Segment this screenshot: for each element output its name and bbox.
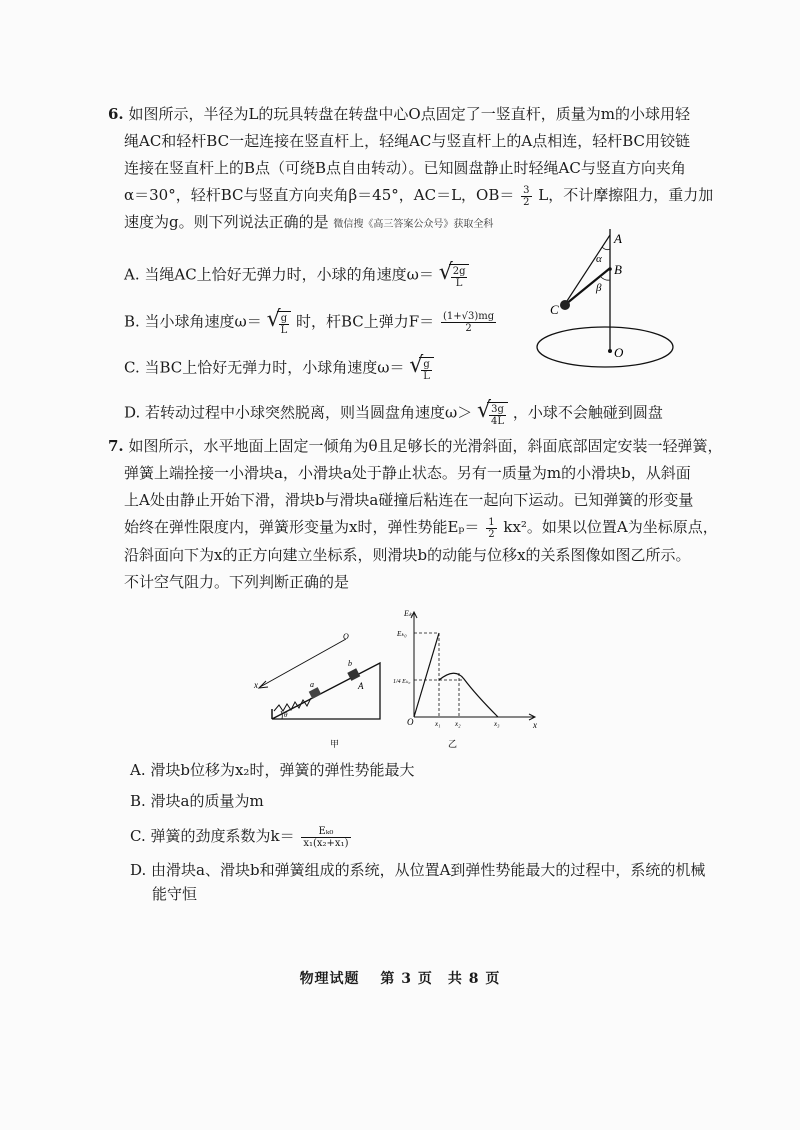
label-x1: x₁ (435, 720, 441, 728)
q7-ep-num: 1 (488, 516, 495, 528)
q6-option-b-root: √ $\frac{g}{L}$ (267, 309, 292, 336)
label-origin: O (407, 717, 414, 727)
label-c: C (550, 302, 559, 317)
label-beta: β (596, 282, 602, 294)
label-b: B (614, 262, 622, 277)
q6-option-c-root: √ $\frac{g}{L}$ (409, 355, 434, 382)
q7-stem-4a: 始终在弹性限度内，弹簧形变量为x时，弹性势能Eₚ＝ (124, 518, 480, 536)
q6-option-d-root: √ $\frac{3g}{4L}$ (477, 400, 508, 427)
q6-option-d (124, 400, 663, 427)
q6-option-b-den: L (280, 324, 288, 336)
q6-stem-4b: L，不计摩擦阻力，重力加 (538, 186, 714, 204)
q7-ep-den: 2 (488, 528, 495, 540)
ball-c (560, 300, 570, 310)
ek-rise-line (414, 633, 439, 717)
q7-option-c (130, 825, 353, 849)
q7-option-c-fraction (301, 826, 350, 849)
q6-ob-den: 2 (523, 196, 530, 208)
q6-option-c-text: C. 当BC上恰好无弹力时，小球角速度ω＝ (124, 358, 405, 377)
q6-option-c-num: g (421, 359, 432, 371)
rod-bc (566, 269, 609, 304)
q7-stem-text-1: 如图所示，水平地面上固定一倾角为θ且足够长的光滑斜面，斜面底部固定安装一轻弹簧， (128, 437, 723, 455)
q6-option-b-text: B. 当小球角速度ω＝ (124, 312, 262, 331)
q7-option-c-num: Eₖ₀ (301, 826, 350, 838)
q7-ep-fraction (486, 517, 496, 540)
caption-yi: 乙 (448, 740, 458, 750)
beta-arc (601, 277, 610, 280)
label-x-left: x (254, 680, 258, 690)
theta-arc (281, 711, 282, 719)
q6-option-a-den: L (455, 277, 463, 289)
q6-option-c-den: L (423, 370, 430, 382)
label-o: O (614, 345, 624, 360)
q6-stem-line-1 (108, 103, 690, 125)
q6-ob-fraction (521, 185, 531, 208)
q7-stem-line-1 (108, 435, 723, 457)
watermark-note: 微信搜《高三答案公众号》获取全科 (333, 219, 494, 230)
q6-option-d-post: ，小球不会触碰到圆盘 (512, 403, 663, 422)
q6-option-c (124, 355, 434, 382)
q6-stem-line-3: 连接在竖直杆上的B点（可绕B点自由转动）。已知圆盘静止时轻绳AC与竖直方向夹角 (124, 159, 686, 177)
q6-option-b-num: g (279, 313, 290, 325)
q6-stem-line-5 (124, 211, 493, 236)
q6-option-b-force (441, 311, 496, 334)
q7-number: 7. (108, 437, 124, 455)
q7-option-d-line-1: D. 由滑块a、滑块b和弹簧组成的系统，从位置A到弹性势能最大的过程中，系统的机械 (130, 861, 706, 879)
q7-stem-4b: kx²。如果以位置A为坐标原点， (503, 518, 718, 536)
q6-option-a (124, 262, 469, 289)
q7-stem-line-4 (124, 516, 718, 540)
q6-option-a-text: A. 当绳AC上恰好无弹力时，小球的角速度ω＝ (124, 265, 434, 284)
turntable-disc (537, 327, 673, 367)
q6-stem-5: 速度为g。则下列说法正确的是 (124, 213, 329, 231)
q6-option-b-force-den: 2 (465, 322, 472, 334)
caption-jia: 甲 (330, 740, 340, 750)
page-footer: 物理试题 第 3 页 共 8 页 (299, 971, 501, 987)
q6-option-d-text: D. 若转动过程中小球突然脱离，则当圆盘角速度ω＞ (124, 403, 473, 422)
q7-option-c-text: C. 弹簧的劲度系数为k＝ (130, 827, 295, 845)
label-x3: x₃ (494, 720, 500, 728)
q6-stem-text-1: 如图所示，半径为L的玩具转盘在转盘中心O点固定了一竖直杆，质量为m的小球用轻 (128, 105, 690, 123)
q6-option-d-den: 4L (491, 415, 505, 427)
q7-stem-line-5: 沿斜面向下为x的正方向建立坐标系，则滑块b的动能与位移x的关系图像如图乙所示。 (124, 546, 691, 564)
q7-option-a: A. 滑块b位移为x₂时，弹簧的弹性势能最大 (130, 761, 415, 779)
label-ek0: Eₖ₀ (397, 630, 407, 638)
q7-option-b: B. 滑块a的质量为m (130, 792, 264, 810)
label-block-a: a (310, 680, 314, 689)
center-o (608, 349, 612, 353)
label-block-b: b (348, 659, 352, 668)
label-ek: Eₖ (404, 609, 413, 618)
q7-figure-right (392, 605, 542, 750)
q6-option-a-num: 2g (452, 265, 466, 277)
q6-figure (530, 225, 680, 370)
label-theta: θ (284, 711, 288, 719)
q6-option-b-force-num: (1+√3)mg (442, 310, 495, 322)
q6-option-b (124, 309, 498, 336)
q6-option-d-num: 3g (489, 404, 506, 416)
label-alpha: α (596, 253, 602, 265)
label-x2: x₂ (455, 720, 461, 728)
q6-option-a-root: √ $\frac{2g}{L}$ (439, 262, 470, 289)
q6-stem-4a: α＝30°，轻杆BC与竖直方向夹角β＝45°，AC＝L，OB＝ (124, 186, 515, 204)
label-quarter-ek0: 1/4 Eₖ₀ (393, 679, 411, 685)
q7-option-c-den: x₁(x₂+x₁) (303, 837, 349, 849)
label-a: A (614, 231, 622, 246)
alpha-arc (602, 247, 610, 250)
q6-ob-num: 3 (523, 184, 530, 196)
q6-stem-line-2: 绳AC和轻杆BC一起连接在竖直杆上，轻绳AC与竖直杆上的A点相连，轻杆BC用铰链 (124, 132, 691, 150)
q7-option-d-line-2: 能守恒 (152, 885, 198, 903)
q7-stem-line-3: 上A处由静止开始下滑，滑块b与滑块a碰撞后粘连在一起向下运动。已知弹簧的形变量 (124, 491, 694, 509)
label-o-left: O (343, 632, 349, 641)
label-point-a: A (358, 681, 364, 691)
x-axis-line (260, 639, 346, 687)
rope-ac (565, 235, 610, 304)
q7-stem-line-2: 弹簧上端拴接一小滑块a，小滑块a处于静止状态。另有一质量为m的小滑块b，从斜面 (124, 464, 691, 482)
hinge-b (608, 267, 612, 271)
q6-option-b-mid: 时，杆BC上弹力F＝ (296, 312, 435, 331)
q6-number: 6. (108, 105, 124, 123)
q7-stem-line-6: 不计空气阻力。下列判断正确的是 (124, 573, 350, 591)
ek-curve (439, 673, 498, 717)
label-x-right: x (533, 720, 537, 730)
q6-stem-line-4 (124, 184, 713, 208)
q7-figure-left (252, 625, 392, 750)
